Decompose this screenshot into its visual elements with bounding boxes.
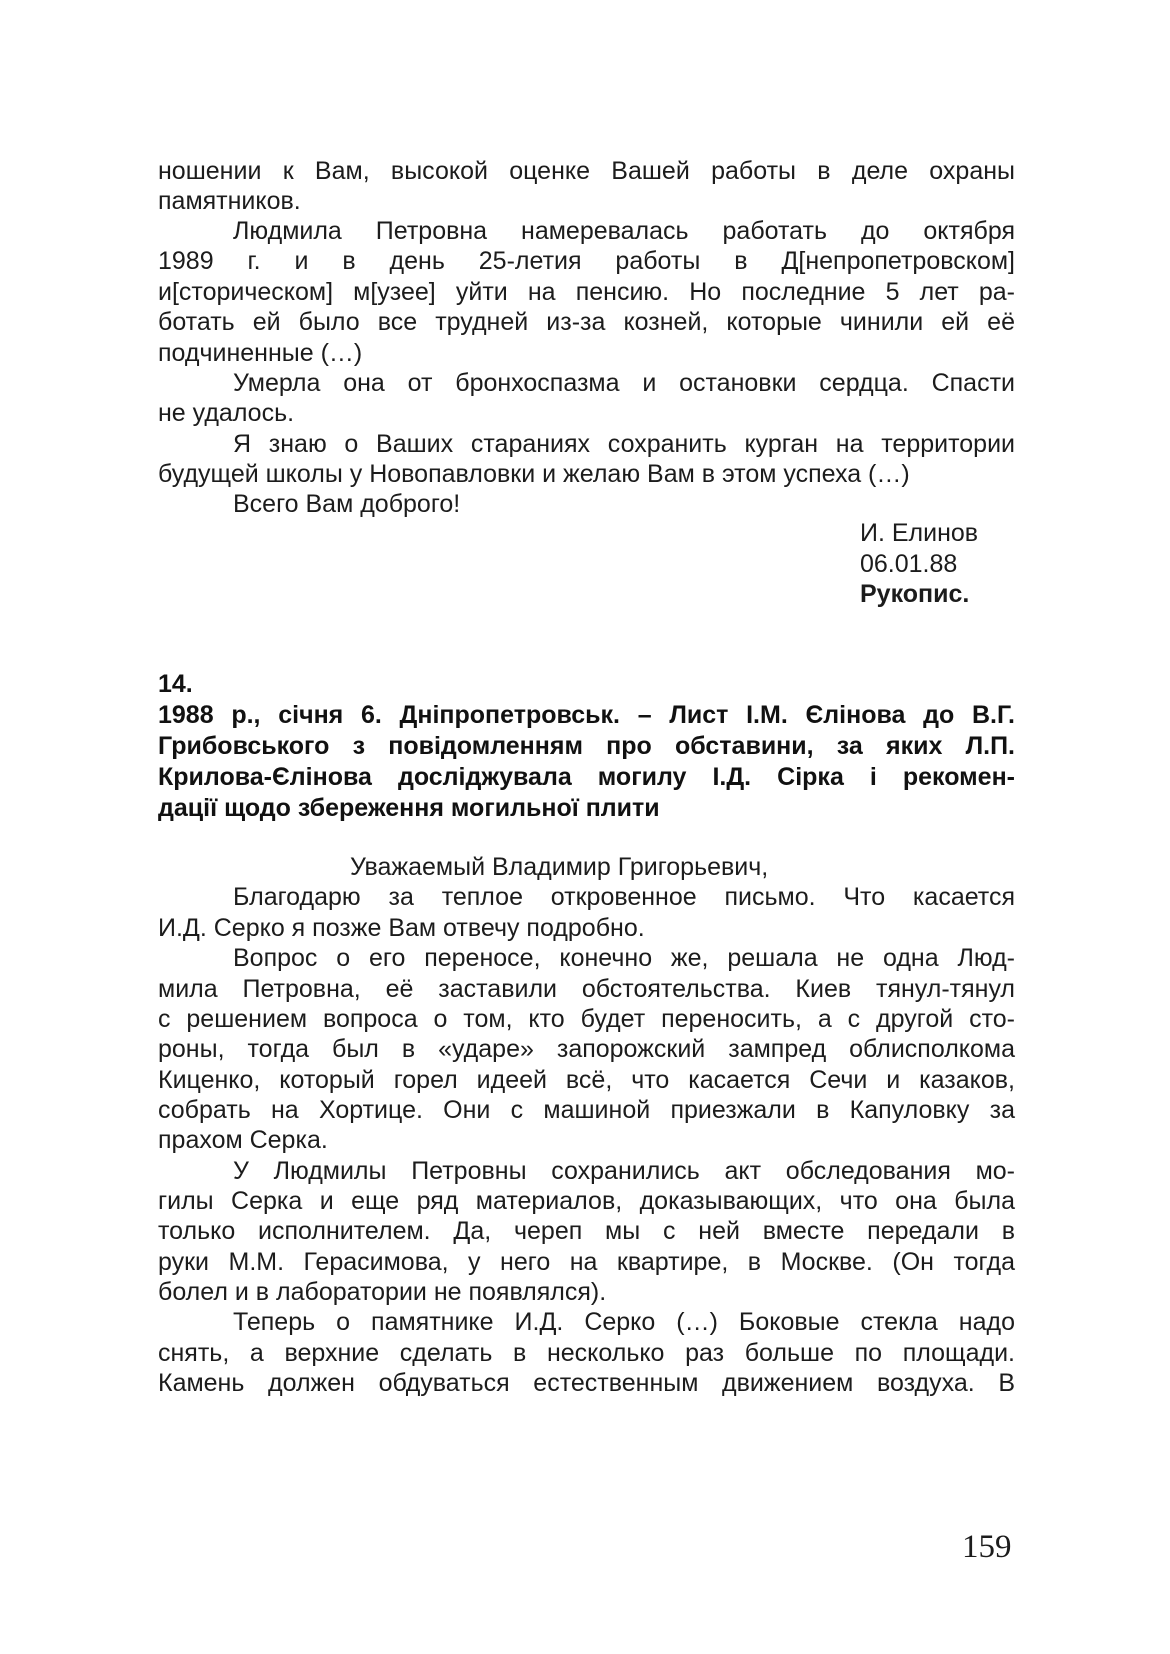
text-line: Киценко, который горел идеей всё, что касается Сечи и казаков, bbox=[158, 1066, 1015, 1094]
text-line: Теперь о памятнике И.Д. Серко (…) Боковые стекла надо bbox=[233, 1308, 1015, 1336]
text-line: с решением вопроса о том, кто будет переносить, а с другой сто- bbox=[158, 1005, 1015, 1033]
text-line: будущей школы у Новопавловки и желаю Вам в этом успеха (…) bbox=[158, 460, 910, 488]
signature-date: 06.01.88 bbox=[860, 550, 958, 578]
text-line: И.Д. Серко я позже Вам отвечу подробно. bbox=[158, 914, 645, 942]
heading-line: дації щодо збереження могильної плити bbox=[158, 794, 660, 822]
text-line: болел и в лаборатории не появлялся). bbox=[158, 1278, 607, 1306]
text-line: руки М.М. Герасимова, у него на квартире, в Москве. (Он тогда bbox=[158, 1248, 1015, 1276]
heading-line: Крилова-Єлінова досліджувала могилу І.Д. Сірка і рекомен- bbox=[158, 763, 1015, 791]
text-line: Я знаю о Ваших стараниях сохранить курган на территории bbox=[233, 430, 1015, 458]
text-line: гилы Серка и еще ряд материалов, доказывающих, что она была bbox=[158, 1187, 1015, 1215]
text-line: Всего Вам доброго! bbox=[233, 490, 461, 518]
text-line: Благодарю за теплое откровенное письмо. Что касается bbox=[233, 883, 1015, 911]
text-line: 1989 г. и в день 25-летия работы в Д[непропетровском] bbox=[158, 247, 1015, 275]
text-line: Камень должен обдуваться естественным движением воздуха. В bbox=[158, 1369, 1015, 1397]
source-note: Рукопис. bbox=[860, 580, 970, 608]
text-line: Умерла она от бронхоспазма и остановки сердца. Спасти bbox=[233, 369, 1015, 397]
text-line: и[сторическом] м[узее] уйти на пенсию. Но последние 5 лет ра- bbox=[158, 278, 1015, 306]
text-line: собрать на Хортице. Они с машиной приезжали в Капуловку за bbox=[158, 1096, 1015, 1124]
text-line: Людмила Петровна намеревалась работать до октября bbox=[233, 217, 1015, 245]
text-line: подчиненные (…) bbox=[158, 339, 363, 367]
text-line: памятников. bbox=[158, 187, 301, 215]
document-number: 14. bbox=[158, 670, 193, 698]
heading-line: 1988 р., січня 6. Дніпропетровськ. – Лист І.М. Єлінова до В.Г. bbox=[158, 701, 1015, 729]
heading-line: Грибовського з повідомленням про обставини, за яких Л.П. bbox=[158, 732, 1015, 760]
text-line: ботать ей было все трудней из-за козней, которые чинили ей её bbox=[158, 308, 1015, 336]
signature-name: И. Елинов bbox=[860, 519, 979, 547]
text-line: только исполнителем. Да, череп мы с ней вместе передали в bbox=[158, 1217, 1015, 1245]
text-line: ношении к Вам, высокой оценке Вашей работы в деле охраны bbox=[158, 157, 1015, 185]
text-line: прахом Серка. bbox=[158, 1126, 328, 1154]
page-number: 159 bbox=[962, 1529, 1012, 1565]
text-line: мила Петровна, её заставили обстоятельства. Киев тянул-тянул bbox=[158, 975, 1015, 1003]
salutation: Уважаемый Владимир Григорьевич, bbox=[350, 853, 769, 881]
text-line: снять, а верхние сделать в несколько раз больше по площади. bbox=[158, 1339, 1015, 1367]
text-line: Вопрос о его переносе, конечно же, решала не одна Люд- bbox=[233, 944, 1015, 972]
text-line: не удалось. bbox=[158, 399, 295, 427]
text-line: У Людмилы Петровны сохранились акт обследования мо- bbox=[233, 1157, 1015, 1185]
text-line: роны, тогда был в «ударе» запорожский зампред облисполкома bbox=[158, 1035, 1015, 1063]
